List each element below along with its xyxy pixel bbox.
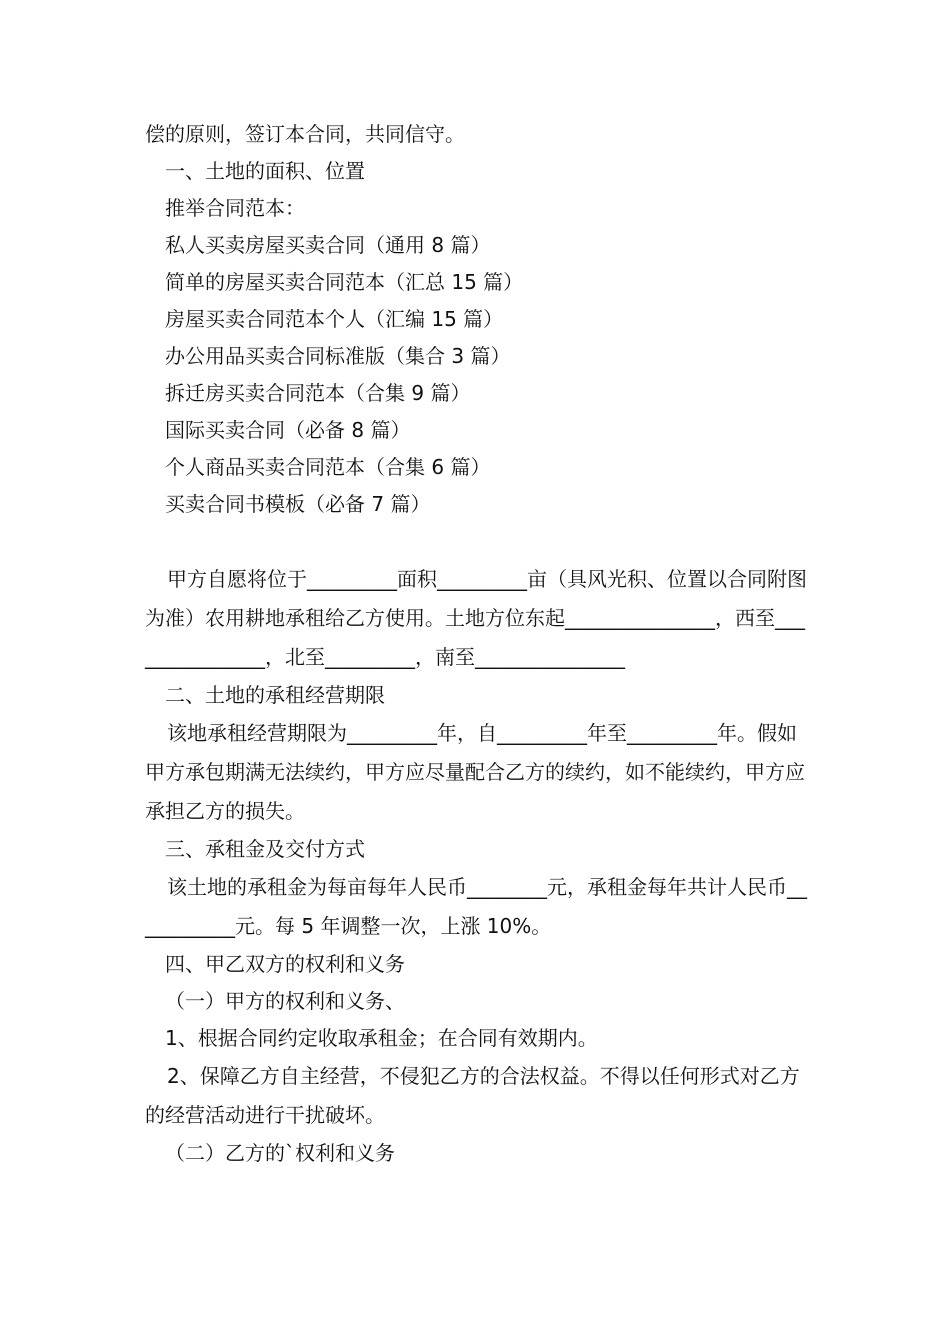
document-content — [145, 116, 810, 1172]
recommend-heading: 推举合同范本： — [165, 196, 305, 220]
recommended-link-1[interactable]: 私人买卖房屋买卖合同（通用 8 篇） — [165, 233, 491, 257]
recommended-link-2[interactable]: 简单的房屋买卖合同范本（汇总 15 篇） — [165, 270, 524, 294]
recommended-link-8[interactable]: 买卖合同书模板（必备 7 篇） — [165, 492, 431, 516]
recommended-link-5[interactable]: 拆迁房买卖合同范本（合集 9 篇） — [165, 381, 471, 405]
party-a-item2: 2、保障乙方自主经营，不侵犯乙方的合法权益。不得以任何形式对乙方的经营活动进行干扰破坏。 — [145, 1064, 800, 1127]
section1-heading: 一、土地的面积、位置 — [165, 159, 365, 183]
recommended-link-7[interactable]: 个人商品买卖合同范本（合集 6 篇） — [165, 455, 491, 479]
spacer — [145, 523, 810, 560]
recommended-link-4[interactable]: 办公用品买卖合同标准版（集合 3 篇） — [165, 344, 511, 368]
section4-heading: 四、甲乙双方的权利和义务 — [165, 952, 405, 976]
section3-heading: 三、承租金及交付方式 — [165, 837, 365, 861]
intro-line: 偿的原则，签订本合同，共同信守。 — [145, 122, 465, 146]
party-a-item1: 1、根据合同约定收取承租金；在合同有效期内。 — [165, 1026, 598, 1050]
recommended-link-3[interactable]: 房屋买卖合同范本个人（汇编 15 篇） — [165, 307, 504, 331]
section2-body: 该地承租经营期限为_________年，自_________年至_________年。假如甲方承包期满无法续约，甲方应尽量配合乙方的续约，如不能续约，甲方应承担乙方的损失。 — [145, 721, 805, 823]
recommended-link-6[interactable]: 国际买卖合同（必备 8 篇） — [165, 418, 411, 442]
party-a-heading: （一）甲方的权利和义务、 — [165, 989, 405, 1013]
section3-body: 该土地的承租金为每亩每年人民币________元，承租金每年共计人民币___________元。每 5 年调整一次，上涨 10%。 — [145, 875, 807, 938]
section1-body: 甲方自愿将位于_________面积_________亩（具风光积、位置以合同附图为准）农用耕地承租给乙方使用。土地方位东起_______________，西至_______________，北至_________，南至_______________ — [145, 567, 807, 669]
section2-heading: 二、土地的承租经营期限 — [165, 683, 385, 707]
party-b-heading: （二）乙方的`权利和义务 — [165, 1141, 395, 1165]
